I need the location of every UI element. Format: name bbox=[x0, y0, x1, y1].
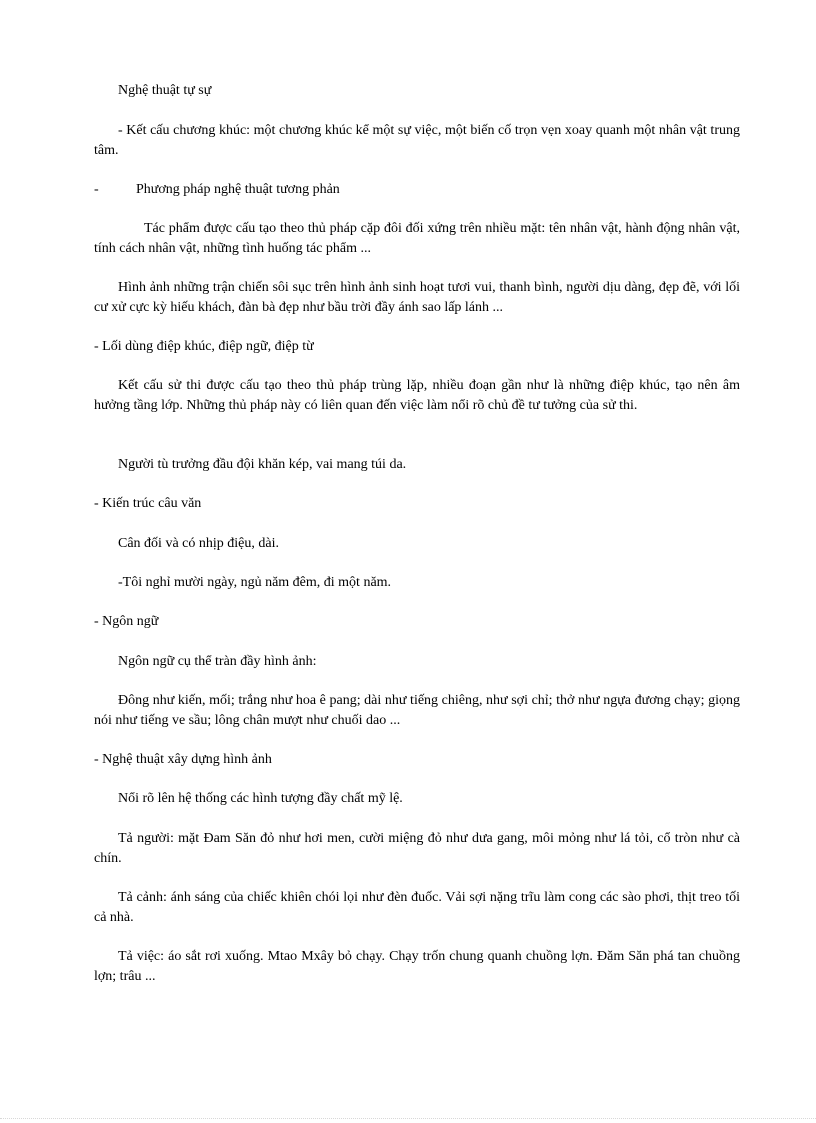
dash-marker: - bbox=[94, 182, 99, 197]
paragraph-describing-scenery: Tả cảnh: ánh sáng của chiếc khiên chói lọi như đèn đuốc. Vải sợi nặng trĩu làm cong các sào phơi, thịt treo tối cả nhà. bbox=[94, 890, 740, 925]
paragraph-chief-example: Người tù trưởng đầu đội khăn kép, vai mang túi da. bbox=[118, 457, 407, 472]
paragraph-rest-example: -Tôi nghỉ mười ngày, ngủ năm đêm, đi một năm. bbox=[118, 575, 392, 590]
heading-language: - Ngôn ngữ bbox=[94, 614, 159, 629]
page-bottom-border bbox=[0, 1118, 816, 1119]
paragraph-beautiful-figures: Nổi rõ lên hệ thống các hình tượng đầy chất mỹ lệ. bbox=[118, 791, 403, 806]
heading-narrative-art: Nghệ thuật tự sự bbox=[118, 83, 212, 98]
paragraph-epic-repetition: Kết cấu sử thi được cấu tạo theo thủ pháp trùng lặp, nhiều đoạn gần như là những điệp khúc, tạo nên âm hưởng tầng lớp. Những thủ pháp này có liên quan đến việc làm nổi rõ chủ đề tư tưởng của sử thi. bbox=[94, 378, 740, 413]
heading-sentence-structure: - Kiến trúc câu văn bbox=[94, 496, 202, 511]
heading-image-building: - Nghệ thuật xây dựng hình ảnh bbox=[94, 752, 272, 767]
paragraph-concrete-language: Ngôn ngữ cụ thể tràn đầy hình ảnh: bbox=[118, 654, 317, 669]
paragraph-balanced-rhythm: Cân đối và có nhịp điệu, dài. bbox=[118, 536, 279, 551]
heading-refrain-usage: - Lối dùng điệp khúc, điệp ngữ, điệp từ bbox=[94, 339, 314, 354]
paragraph-describing-people: Tả người: mặt Đam Săn đỏ như hơi men, cười miệng đỏ như dưa gang, môi mỏng như lá tỏi, cổ tròn như cà chín. bbox=[94, 831, 740, 866]
paragraph-describing-events: Tả việc: áo sắt rơi xuống. Mtao Mxây bỏ chạy. Chạy trốn chung quanh chuồng lợn. Đăm Săn phá tan chuồng lợn; trâu ... bbox=[94, 949, 740, 984]
paragraph-symmetric-pairing: Tác phẩm được cấu tạo theo thủ pháp cặp đôi đối xứng trên nhiều mặt: tên nhân vật, hành động nhân vật, tính cách nhân vật, những tình huống tác phẩm ... bbox=[94, 221, 740, 256]
paragraph-chapter-structure: - Kết cấu chương khúc: một chương khúc kể một sự việc, một biến cố trọn vẹn xoay quanh một nhân vật trung tâm. bbox=[94, 123, 740, 158]
paragraph-similes: Đông như kiến, mối; trắng như hoa ê pang; dài như tiếng chiêng, như sợi chỉ; thở như ngựa đương chạy; giọng nói như tiếng ve sầu; lông chân mượt như chuối dao ... bbox=[94, 693, 740, 728]
dash-item-text: Phương pháp nghệ thuật tương phản bbox=[136, 182, 340, 197]
paragraph-battle-images: Hình ảnh những trận chiến sôi sục trên hình ảnh sinh hoạt tươi vui, thanh bình, người dịu dàng, đẹp đẽ, với lối cư xử cực kỳ hiếu khách, đàn bà đẹp như bầu trời đầy ánh sao lấp lánh ... bbox=[94, 280, 740, 315]
